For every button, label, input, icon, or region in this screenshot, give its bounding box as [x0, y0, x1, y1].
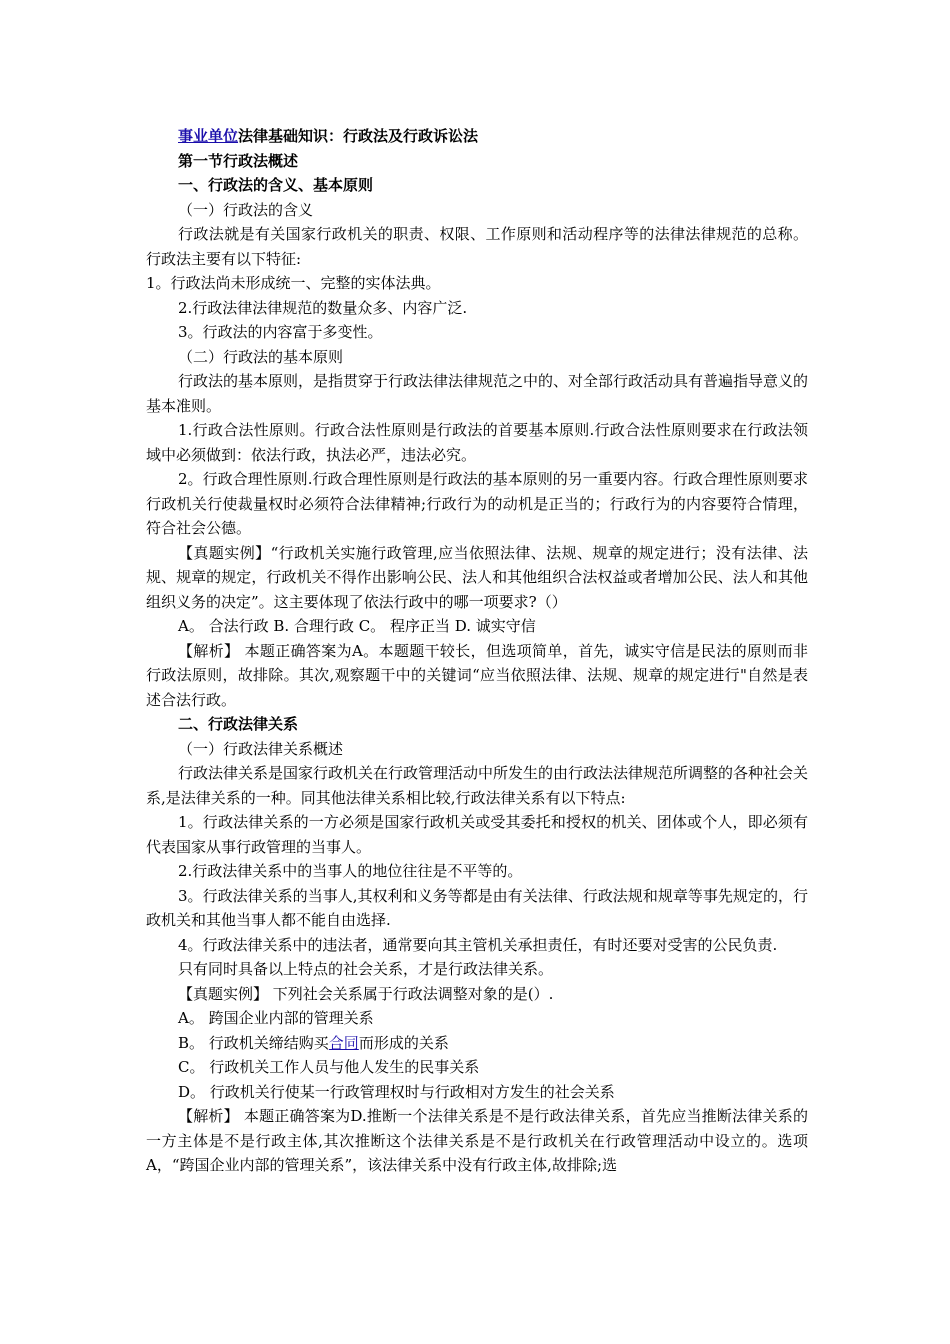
paragraph-1: 行政法就是有关国家行政机关的职责、权限、工作原则和活动程序等的法律法律规范的总称。 行政法主要有以下特征:	[146, 225, 808, 268]
title-link[interactable]: 事业单位	[178, 127, 239, 145]
title-text: 法律基础知识：行政法及行政诉讼法	[238, 127, 479, 145]
document-title	[146, 124, 808, 149]
option-b	[146, 1031, 808, 1056]
exam-question-2: 【真题实例】 下列社会关系属于行政法调整对象的是(）.	[178, 984, 554, 1003]
contract-link[interactable]: 合同	[328, 1033, 359, 1052]
exam-question-1: 【真题实例】“行政机关实施行政管理,应当依照法律、法规、规章的规定进行；没有法律、法规、规章的规定，行政机关不得作出影响公民、法人和其他组织合法权益或者增加公民、法人和其他组织义务的决定”。这主要体现了依法行政中的哪一项要求?（）	[146, 543, 808, 611]
list-item-3: 3。行政法的内容富于多变性。	[178, 323, 383, 341]
subheading-1: （一）行政法的含义	[178, 200, 314, 219]
option-b-post: 而形成的关系	[358, 1033, 449, 1052]
paragraph-6: 1。行政法律关系的一方必须是国家行政机关或受其委托和授权的机关、团体或个人，即必须有代表国家从事行政管理的当事人。	[146, 813, 808, 856]
paragraph-2: 行政法的基本原则，是指贯穿于行政法律法律规范之中的、对全部行政活动具有普遍指导意义的基本准则。	[146, 372, 809, 415]
subheading-2: （二）行政法的基本原则	[178, 347, 344, 366]
summary-line: 只有同时具备以上特点的社会关系，才是行政法律关系。	[178, 960, 554, 978]
list-item-4: 2.行政法律关系中的当事人的地位往往是不平等的。	[178, 862, 523, 880]
list-item-2: 2.行政法律法律规范的数量众多、内容广泛.	[178, 298, 468, 317]
paragraph-4: 2。行政合理性原则.行政合理性原则是行政法的基本原则的另一重要内容。行政合理性原则要求行政机关行使裁量权时必须符合法律精神;行政行为的动机是正当的；行政行为的内容要符合情理，符合社会公德。	[146, 470, 808, 537]
paragraph-5: 行政法律关系是国家行政机关在行政管理活动中所发生的由行政法法律规范所调整的各种社会关系,是法律关系的一种。同其他法律关系相比较,行政法律关系有以下特点:	[146, 764, 809, 807]
heading-2: 二、行政法律关系	[178, 715, 299, 733]
option-a: A。 跨国企业内部的管理关系	[178, 1009, 374, 1027]
list-item-1: 1。行政法尚未形成统一、完整的实体法典。	[146, 274, 441, 292]
option-c: C。 行政机关工作人员与他人发生的民事关系	[178, 1058, 480, 1076]
analysis-1: 【解析】 本题正确答案为A。本题题干较长，但选项简单，首先，诚实守信是民法的原则而非行政法原则，故排除。其次,观察题干中的关键词“应当依照法律、法规、规章的规定进行"自然是表述合法行政。	[146, 641, 808, 709]
option-b-pre: B。 行政机关缔结购买	[178, 1033, 329, 1052]
section-heading: 第一节行政法概述	[178, 151, 299, 170]
paragraph-3: 1.行政合法性原则。行政合法性原则是行政法的首要基本原则.行政合法性原则要求在行政法领域中必须做到：依法行政，执法必严，违法必究。	[146, 421, 808, 464]
analysis-2: 【解析】 本题正确答案为D.推断一个法律关系是不是行政法律关系，首先应当推断法律关系的一方主体是不是行政主体,其次推断这个法律关系是不是行政机关在行政管理活动中设立的。选项A，“跨国企业内部的管理关系”，该法律关系中没有行政主体,故排除;选	[146, 1107, 808, 1174]
answer-options-1: A。 合法行政 B. 合理行政 C。 程序正当 D. 诚实守信	[178, 617, 536, 635]
paragraph-8: 4。行政法律关系中的违法者，通常要向其主管机关承担责任，有时还要对受害的公民负责.	[178, 935, 778, 954]
paragraph-7: 3。行政法律关系的当事人,其权利和义务等都是由有关法律、行政法规和规章等事先规定的，行政机关和其他当事人都不能自由选择.	[146, 886, 808, 929]
heading-1: 一、行政法的含义、基本原则	[178, 176, 374, 194]
option-d: D。 行政机关行使某一行政管理权时与行政相对方发生的社会关系	[178, 1082, 615, 1101]
subheading-3: （一）行政法律关系概述	[178, 739, 344, 758]
